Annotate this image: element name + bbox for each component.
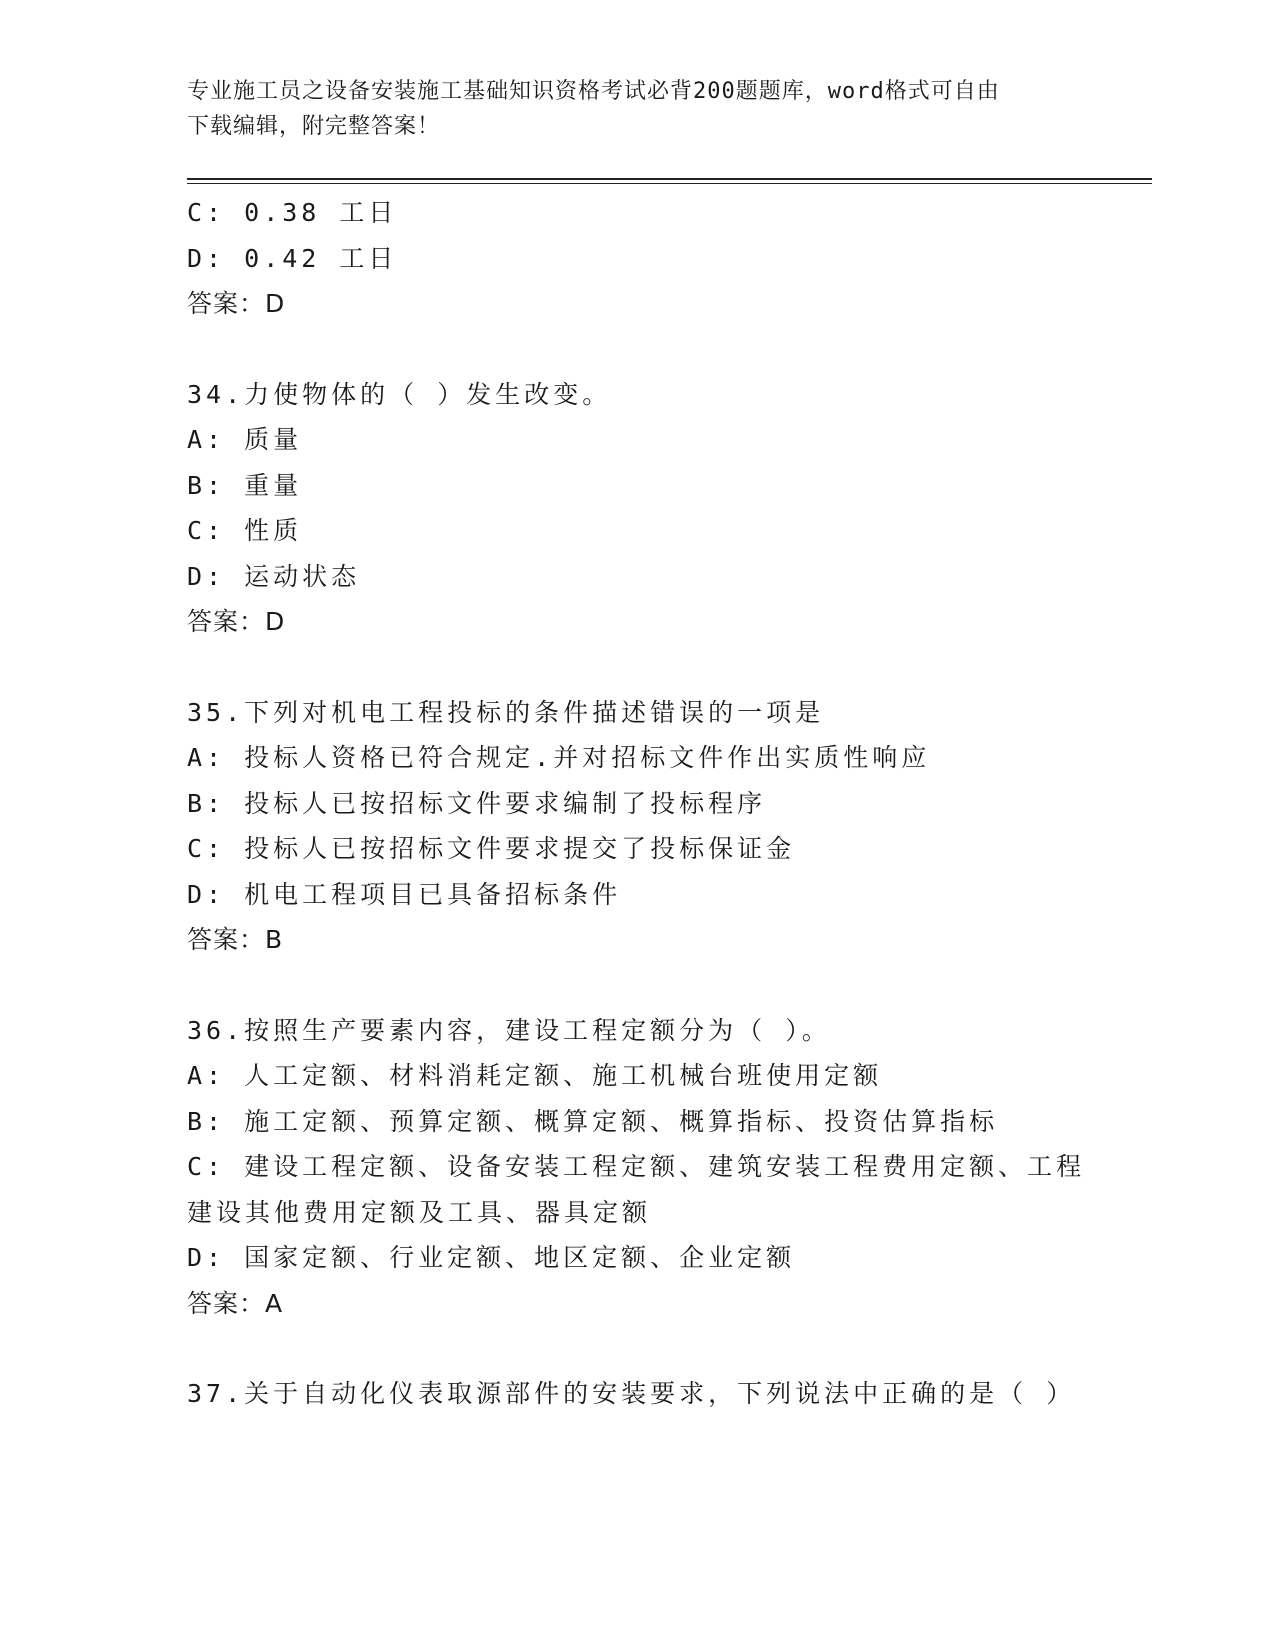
document-body	[187, 190, 1087, 1417]
answer-text: 答案：A	[187, 1288, 284, 1318]
option-c: C: 投标人已按招标文件要求提交了投标保证金	[187, 834, 796, 863]
option-a: A: 投标人资格已符合规定.并对招标文件作出实质性响应	[187, 743, 931, 772]
question-37	[187, 1371, 1087, 1417]
option-b: B: 重量	[187, 470, 303, 500]
option-c-line1: C: 建设工程定额、设备安装工程定额、建筑安装工程费用定额、工程	[187, 1152, 1086, 1181]
document-header	[187, 74, 1087, 144]
question-33-tail	[187, 190, 1087, 327]
option-b: B: 投标人已按招标文件要求编制了投标程序	[187, 788, 767, 818]
option-d: D: 国家定额、行业定额、地区定额、企业定额	[187, 1243, 796, 1272]
answer-text: 答案：D	[187, 607, 286, 636]
answer-text: 答案：D	[187, 289, 286, 318]
option-a: A: 人工定额、材料消耗定额、施工机械台班使用定额	[187, 1061, 883, 1090]
option-b: B: 施工定额、预算定额、概算定额、概算指标、投资估算指标	[187, 1106, 999, 1136]
option-d: D: 运动状态	[187, 561, 361, 591]
option-c-line2: 建设其他费用定额及工具、器具定额	[187, 1197, 652, 1227]
question-36	[187, 1008, 1087, 1327]
option-a: A: 质量	[187, 425, 303, 454]
question-stem: 34.力使物体的（ ）发生改变。	[187, 379, 612, 409]
header-divider-thin	[187, 183, 1152, 184]
header-title-line1: 专业施工员之设备安装施工基础知识资格考试必背200题题库，word格式可自由	[187, 79, 1000, 104]
option-c: C: 0.38 工日	[187, 198, 398, 227]
answer-text: 答案：B	[187, 925, 284, 954]
question-stem: 37.关于自动化仪表取源部件的安装要求，下列说法中正确的是（ ）	[187, 1379, 1076, 1408]
question-stem: 35.下列对机电工程投标的条件描述错误的一项是	[187, 697, 825, 727]
header-divider-thick	[187, 178, 1152, 180]
header-title-line2: 下载编辑，附完整答案！	[187, 114, 441, 139]
option-d: D: 机电工程项目已具备招标条件	[187, 879, 622, 909]
question-34	[187, 372, 1087, 645]
option-c: C: 性质	[187, 516, 303, 545]
question-35	[187, 690, 1087, 963]
option-d: D: 0.42 工日	[187, 243, 398, 273]
question-stem: 36.按照生产要素内容，建设工程定额分为（ ）。	[187, 1015, 831, 1045]
